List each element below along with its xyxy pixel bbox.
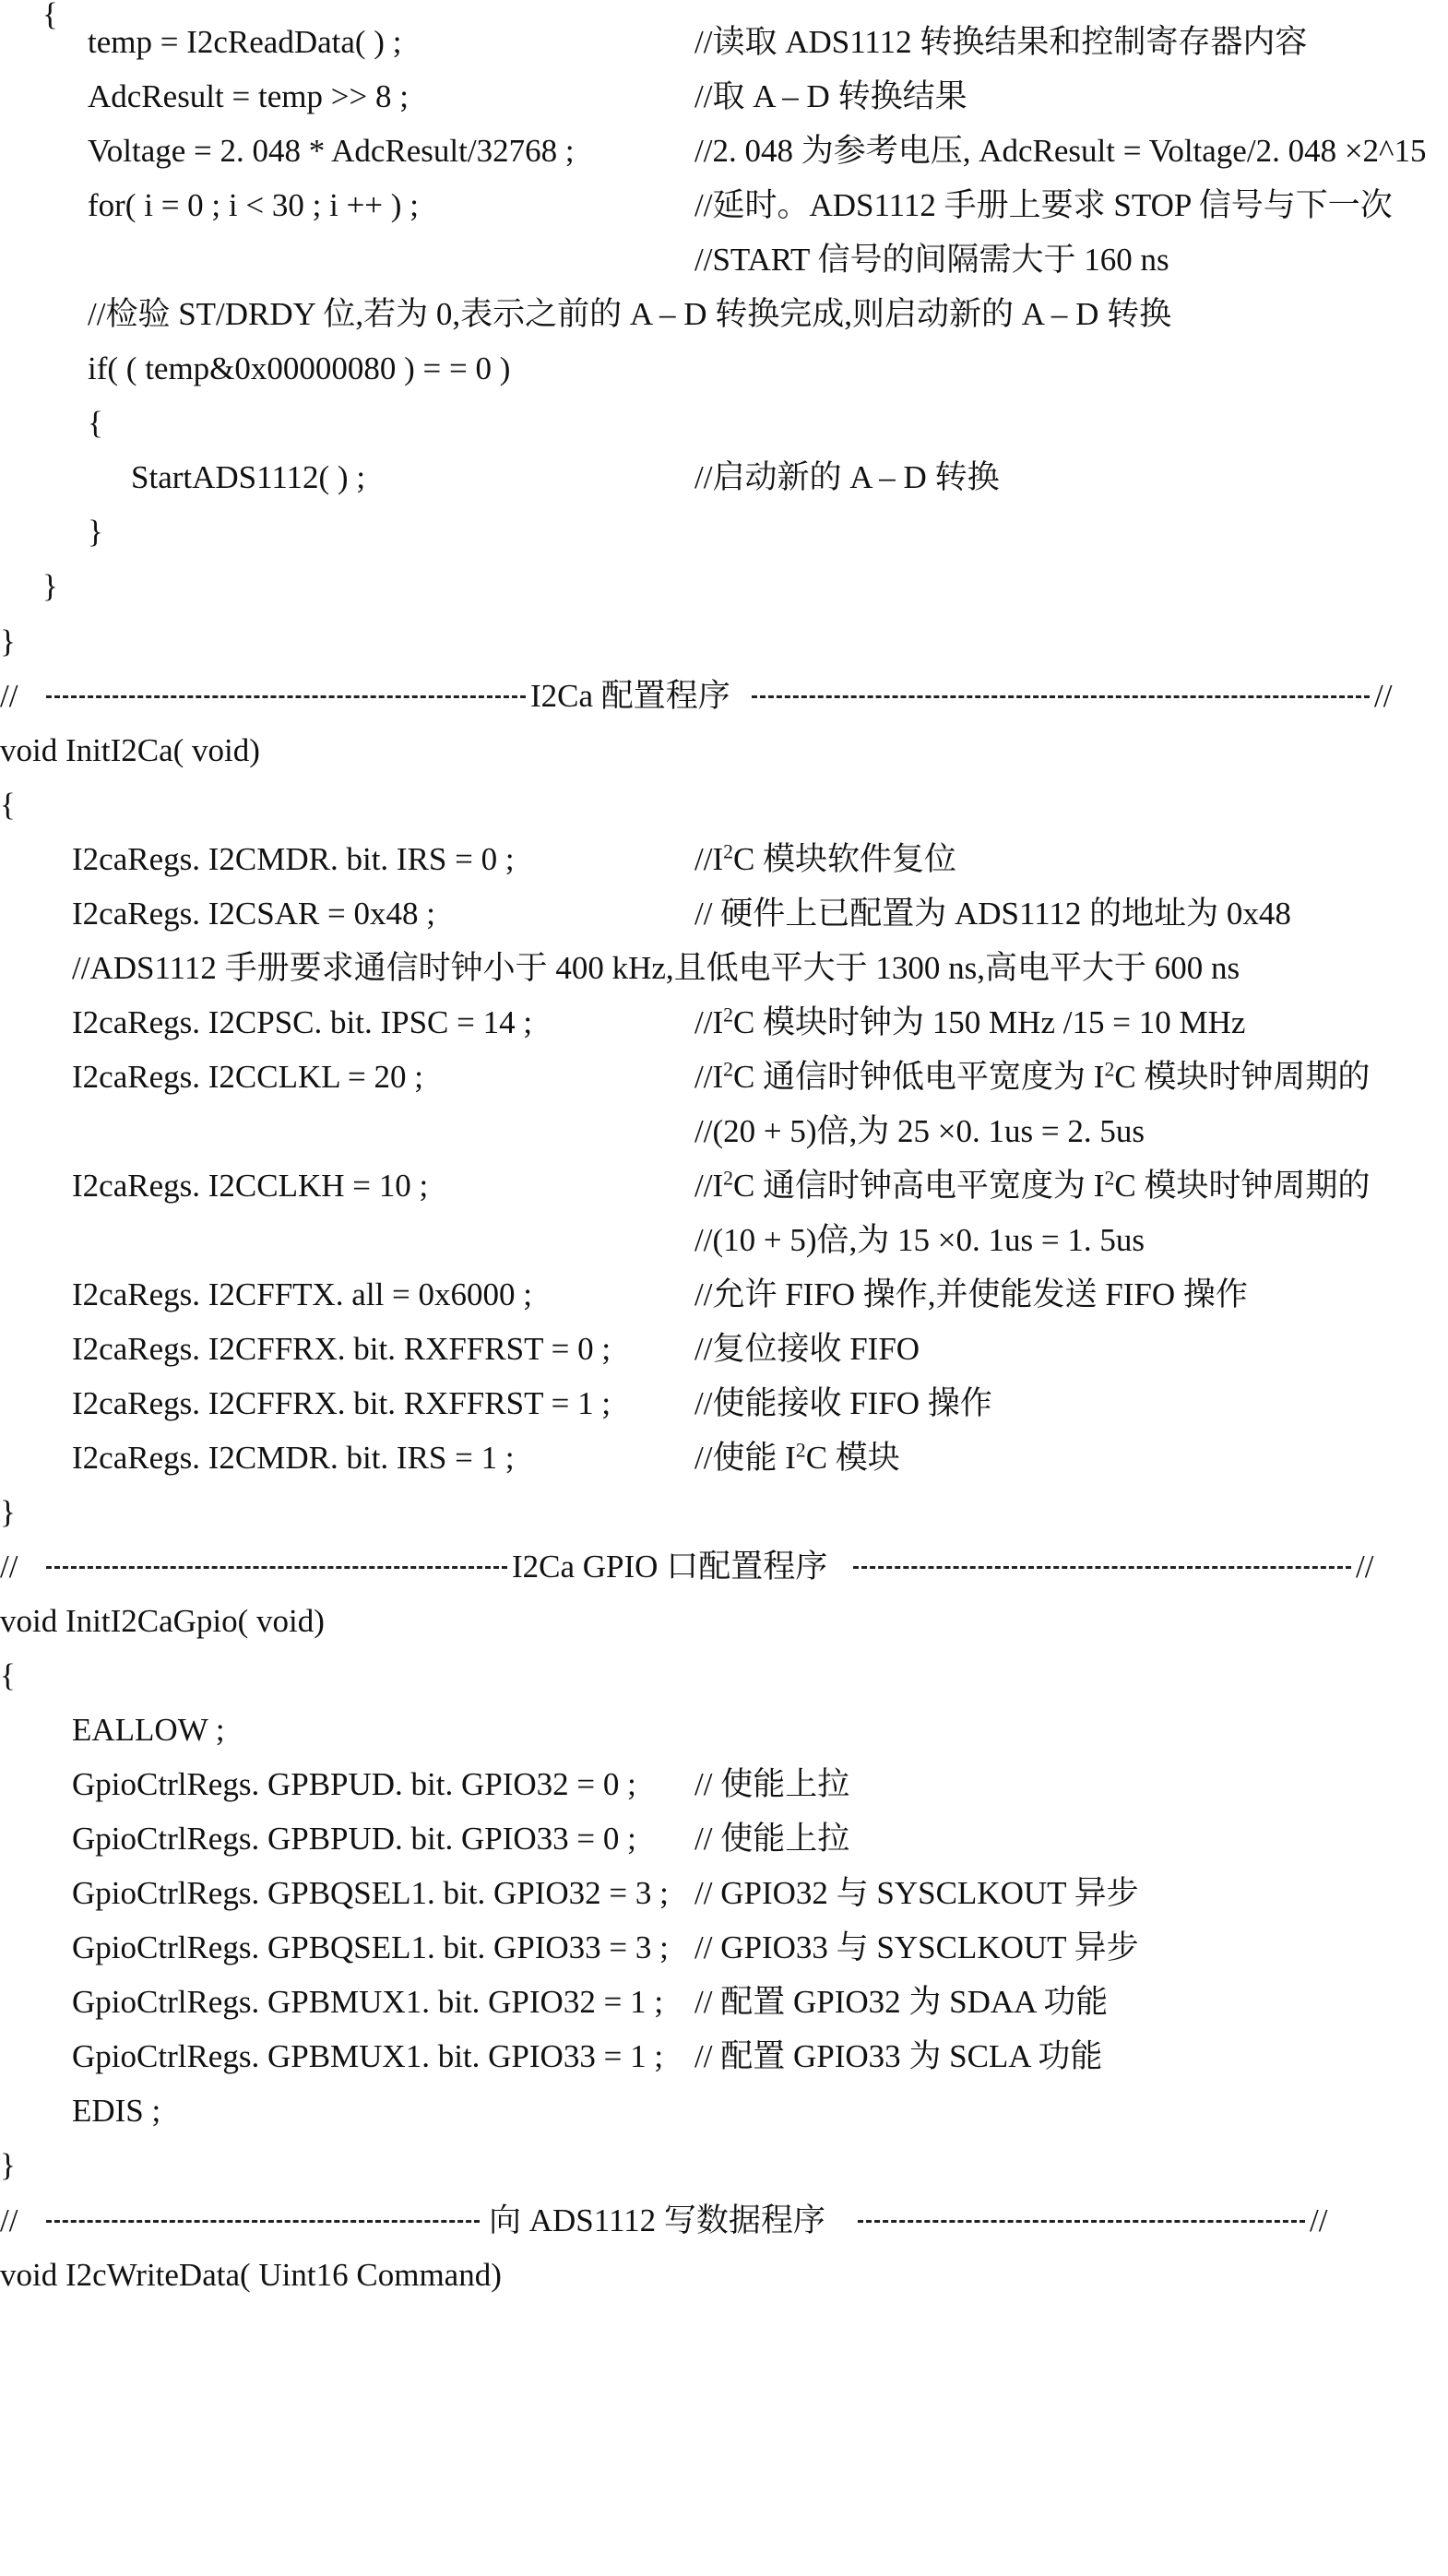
code-line: [0, 941, 1448, 995]
code-line: [0, 832, 1448, 886]
code-line: [0, 1322, 1448, 1376]
code-comment: //允许 FIFO 操作,并使能发送 FIFO 操作: [694, 1276, 1248, 1312]
code-line: [0, 1975, 1448, 2029]
divider-title: I2Ca GPIO 口配置程序: [512, 1549, 828, 1585]
code-line: [0, 450, 1448, 505]
code-text: I2caRegs. I2CSAR = 0x48 ;: [72, 896, 436, 932]
code-line: [0, 1158, 1448, 1213]
code-text: AdcResult = temp >> 8 ;: [88, 78, 409, 114]
function-signature: void InitI2CaGpio( void): [0, 1603, 325, 1639]
code-comment: $//I^2C$ 模块软件复位: [694, 840, 957, 877]
code-comment: //(10 + 5)倍,为 15 ×0. 1us = 1. 5us: [694, 1222, 1145, 1258]
code-text: I2caRegs. I2CCLKH = 10 ;: [72, 1168, 429, 1204]
code-comment: // 硬件上已配置为 ADS1112 的地址为 0x48: [694, 896, 1291, 932]
code-comment-full: //检验 ST/DRDY 位,若为 0,表示之前的 A – D 转换完成,则启动新的 A – D 转换: [88, 296, 1172, 332]
code-line: [0, 2138, 1448, 2192]
function-signature: void InitI2Ca( void): [0, 732, 260, 768]
section-divider: [0, 1539, 1448, 1594]
code-text: I2caRegs. I2CFFRX. bit. RXFFRST = 1 ;: [72, 1385, 611, 1421]
code-text: EALLOW ;: [72, 1712, 225, 1748]
code-comment: // 配置 GPIO33 为 SCLA 功能: [694, 2038, 1103, 2074]
divider-dashes-right: [858, 2220, 1305, 2223]
code-line: [0, 341, 1448, 396]
code-text: for( i = 0 ; i < 30 ; i ++ ) ;: [88, 187, 419, 223]
code-line: [0, 1376, 1448, 1430]
code-comment: // 配置 GPIO32 为 SDAA 功能: [694, 1984, 1109, 2020]
code-comment: //2. 048 为参考电压, AdcResult = Voltage/2. 048 ×2^15: [694, 133, 1427, 169]
code-comment: // GPIO33 与 SYSCLKOUT 异步: [694, 1929, 1139, 1965]
divider-right-slashes: //: [1310, 2202, 1328, 2238]
code-line: [0, 1213, 1448, 1267]
code-line: [0, 559, 1448, 613]
divider-left-slashes: //: [0, 1549, 18, 1585]
code-comment: // 使能上拉: [694, 1766, 850, 1802]
code-line: [0, 1267, 1448, 1322]
code-text: Voltage = 2. 048 * AdcResult/32768 ;: [88, 133, 575, 169]
code-text: }: [0, 623, 16, 659]
code-text: temp = I2cReadData( ) ;: [88, 24, 402, 60]
code-line: [0, 232, 1448, 287]
code-text: GpioCtrlRegs. GPBQSEL1. bit. GPIO32 = 3 ;: [72, 1875, 669, 1911]
code-text: GpioCtrlRegs. GPBQSEL1. bit. GPIO33 = 3 ;: [72, 1929, 669, 1965]
code-text: {: [88, 405, 103, 441]
code-text: I2caRegs. I2CMDR. bit. IRS = 0 ;: [72, 841, 515, 877]
code-line: [0, 1050, 1448, 1104]
section-divider: [0, 2193, 1448, 2248]
code-text: I2caRegs. I2CFFTX. all = 0x6000 ;: [72, 1276, 533, 1312]
code-line: [0, 2029, 1448, 2083]
code-line: [0, 505, 1448, 559]
code-line: [0, 1866, 1448, 1920]
code-comment: //延时。ADS1112 手册上要求 STOP 信号与下一次: [694, 187, 1393, 223]
code-text: StartADS1112( ) ;: [131, 459, 366, 495]
code-comment-full: //ADS1112 手册要求通信时钟小于 400 kHz,且低电平大于 1300 ns,高电平大于 600 ns: [72, 950, 1240, 986]
code-comment: $//I^2C$ 通信时钟低电平宽度为 $I^2C$ 模块时钟周期的: [694, 1058, 1371, 1095]
code-line: [0, 396, 1448, 450]
divider-dashes-left: [46, 2220, 480, 2223]
code-text: GpioCtrlRegs. GPBPUD. bit. GPIO33 = 0 ;: [72, 1821, 636, 1857]
code-text: if( ( temp&0x00000080 ) = = 0 ): [88, 350, 511, 386]
code-text: {: [0, 787, 16, 823]
code-text: I2caRegs. I2CPSC. bit. IPSC = 14 ;: [72, 1004, 533, 1040]
code-comment: //复位接收 FIFO: [694, 1331, 920, 1367]
divider-left-slashes: //: [0, 2202, 18, 2238]
code-comment: //START 信号的间隔需大于 160 ns: [694, 242, 1169, 278]
function-signature: void I2cWriteData( Uint16 Command): [0, 2257, 502, 2293]
code-comment: //使能接收 FIFO 操作: [694, 1385, 992, 1421]
code-line: [0, 886, 1448, 941]
code-text: I2caRegs. I2CFFRX. bit. RXFFRST = 0 ;: [72, 1331, 611, 1367]
code-line: [0, 124, 1448, 178]
code-text: EDIS ;: [72, 2093, 161, 2129]
code-text: {: [0, 1657, 16, 1693]
code-comment: // GPIO32 与 SYSCLKOUT 异步: [694, 1875, 1139, 1911]
code-comment: //(20 + 5)倍,为 25 ×0. 1us = 2. 5us: [694, 1113, 1145, 1149]
code-line: [0, 178, 1448, 232]
code-comment: $//I^2C$ 模块时钟为 150 MHz /15 = 10 MHz: [694, 1003, 1246, 1040]
code-line: [0, 995, 1448, 1050]
code-text: }: [42, 568, 58, 604]
code-line: [0, 69, 1448, 124]
divider-right-slashes: //: [1356, 1549, 1374, 1585]
code-text: }: [0, 1494, 16, 1530]
divider-title: 向 ADS1112 写数据程序: [489, 2202, 825, 2238]
divider-dashes-right: [752, 695, 1370, 698]
code-text: GpioCtrlRegs. GPBMUX1. bit. GPIO33 = 1 ;: [72, 2038, 664, 2074]
code-comment: //使能 $I^2C$ 模块: [694, 1439, 900, 1476]
code-text: }: [88, 514, 103, 550]
code-line: [0, 1104, 1448, 1158]
divider-dashes-left: [46, 1566, 507, 1569]
code-text: }: [0, 2147, 16, 2183]
code-line: [0, 1811, 1448, 1866]
code-line: [0, 1485, 1448, 1539]
divider-dashes-right: [853, 1566, 1351, 1569]
code-comment: //取 A – D 转换结果: [694, 78, 967, 114]
code-line: [0, 2083, 1448, 2138]
code-comment: $//I^2C$ 通信时钟高电平宽度为 $I^2C$ 模块时钟周期的: [694, 1167, 1371, 1204]
code-text: {: [42, 0, 58, 32]
code-line: [0, 1430, 1448, 1485]
divider-right-slashes: //: [1374, 678, 1393, 714]
code-text: I2caRegs. I2CMDR. bit. IRS = 1 ;: [72, 1440, 515, 1476]
code-text: I2caRegs. I2CCLKL = 20 ;: [72, 1059, 424, 1095]
code-line: [0, 778, 1448, 832]
code-text: GpioCtrlRegs. GPBMUX1. bit. GPIO32 = 1 ;: [72, 1984, 664, 2020]
code-line: [0, 1648, 1448, 1703]
divider-title: I2Ca 配置程序: [530, 678, 730, 714]
code-line: [0, 1703, 1448, 1757]
code-line: [0, 1920, 1448, 1975]
code-line: [0, 723, 1448, 778]
code-comment: //读取 ADS1112 转换结果和控制寄存器内容: [694, 24, 1308, 60]
code-line: [0, 15, 1448, 69]
code-line: [0, 2248, 1448, 2302]
section-divider: [0, 669, 1448, 723]
code-line: [0, 287, 1448, 341]
divider-dashes-left: [46, 695, 526, 698]
code-line: [0, 1594, 1448, 1648]
code-comment: // 使能上拉: [694, 1821, 850, 1857]
divider-left-slashes: //: [0, 678, 18, 714]
code-text: GpioCtrlRegs. GPBPUD. bit. GPIO32 = 0 ;: [72, 1766, 636, 1802]
code-line: [0, 614, 1448, 669]
code-comment: //启动新的 A – D 转换: [694, 459, 1000, 495]
code-line: [0, 1757, 1448, 1811]
